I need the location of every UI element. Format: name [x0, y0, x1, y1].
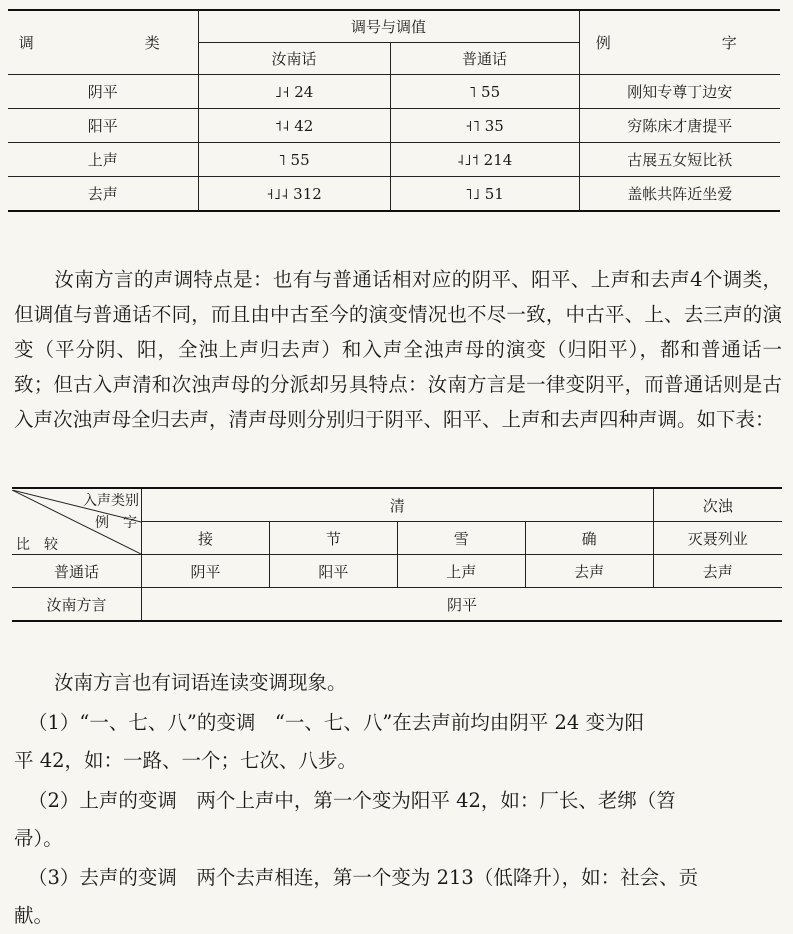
putonghua-value: ˨˩˦ 214 — [390, 143, 579, 177]
corner-label-compare: 比 较 — [16, 536, 58, 553]
sandhi-intro-text: 汝南方言也有词语连读变调现象。 — [54, 671, 347, 694]
sandhi-rule-2-cont: 帚）。 — [14, 827, 63, 850]
putonghua-value: ˧˥ 35 — [390, 109, 579, 143]
sandhi-rule-1 — [14, 707, 784, 735]
tone-name: 去声 — [8, 177, 198, 212]
runan-label: 汝南方言 — [12, 588, 142, 622]
corner-label-category: 入声类别 — [83, 492, 139, 509]
tone-name: 阳平 — [8, 109, 198, 143]
sandhi-intro — [14, 667, 784, 695]
runan-row — [12, 588, 782, 622]
runan-tone: 阴平 — [142, 588, 783, 622]
tone-table-category-header: 调 类 — [8, 10, 198, 75]
tone-features-text: 汝南方言的声调特点是：也有与普通话相对应的阴平、阳平、上声和去声4个调类，但调值与普通话不同，而且由中古至今的演变情况也不尽一致，中古平、上、去三声的演变（平分阴、阳，全浊上声归去声）和入声全浊声母的演变（归阳平），都和普通话一致；但古入声清和次浊声母的分派却另具特点：汝南方言是一律变阴平，而普通话则是古入声次浊声母全归去声，清声母则分别归于阴平、阳平、上声和去声四种声调。如下表： — [14, 268, 782, 431]
tone-table-header-row — [8, 10, 780, 43]
putonghua-tone: 去声 — [653, 555, 782, 588]
tone-table-runan-header: 汝南话 — [198, 43, 390, 75]
example-chars: 古展五女短比袄 — [579, 143, 780, 177]
cizhuo-header: 次浊 — [653, 488, 782, 522]
putonghua-tone: 阳平 — [269, 555, 397, 588]
sandhi-rule-3-text: （3）去声的变调 两个去声相连，第一个变为 213（低降升），如：社会、贡 — [28, 866, 699, 889]
diagonal-header-cell — [12, 488, 142, 555]
tone-table-examples-header: 例 字 — [579, 10, 780, 75]
tone-name: 阴平 — [8, 75, 198, 109]
runan-value: ˥ 55 — [198, 143, 390, 177]
runan-value: ˧˩˨ 312 — [198, 177, 390, 212]
runan-value: ˦˨ 42 — [198, 109, 390, 143]
sandhi-rule-1-text: （1）“一、七、八”的变调 “一、七、八”在去声前均由阴平 24 变为阳 — [28, 711, 644, 734]
example-char: 雪 — [397, 522, 525, 555]
example-chars: 刚知专尊丁边安 — [579, 75, 780, 109]
putonghua-tone: 上声 — [397, 555, 525, 588]
table-row — [8, 143, 780, 177]
tone-table-putonghua-header: 普通话 — [390, 43, 579, 75]
qing-header: 清 — [142, 488, 654, 522]
sandhi-rule-3-cont: 献。 — [14, 904, 54, 927]
table-row — [8, 109, 780, 143]
putonghua-tone: 阴平 — [142, 555, 270, 588]
example-chars: 盖帐共阵近坐爱 — [579, 177, 780, 212]
sandhi-rule-2-text: （2）上声的变调 两个上声中，第一个变为阳平 42，如：厂长、老绑（笤 — [28, 789, 676, 812]
sandhi-rule-3 — [14, 862, 784, 890]
entering-tone-table — [12, 487, 782, 622]
example-chars: 穷陈床才唐提平 — [579, 109, 780, 143]
putonghua-value: ˥ 55 — [390, 75, 579, 109]
putonghua-tone: 去声 — [525, 555, 653, 588]
tone-name: 上声 — [8, 143, 198, 177]
entering-tone-header-row — [12, 488, 782, 522]
tone-table — [8, 9, 780, 212]
example-char: 灭聂列业 — [653, 522, 782, 555]
example-char: 节 — [269, 522, 397, 555]
sandhi-rule-1-cont: 平 42，如：一路、一个；七次、八步。 — [14, 749, 358, 772]
corner-label-examples: 例 字 — [95, 514, 137, 531]
putonghua-row — [12, 555, 782, 588]
example-char: 接 — [142, 522, 270, 555]
sandhi-rule-2 — [14, 785, 784, 813]
example-char: 确 — [525, 522, 653, 555]
table-row — [8, 75, 780, 109]
runan-value: ˩˧ 24 — [198, 75, 390, 109]
putonghua-label: 普通话 — [12, 555, 142, 588]
tone-table-group-header: 调号与调值 — [198, 10, 579, 43]
putonghua-value: ˥˩ 51 — [390, 177, 579, 212]
table-row — [8, 177, 780, 212]
tone-features-paragraph — [14, 262, 782, 437]
